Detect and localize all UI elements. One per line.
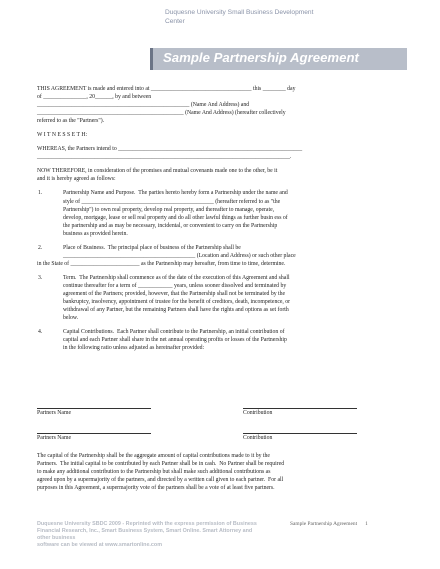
org-line-1: Duquesne University Small Business Development	[165, 9, 314, 16]
closing-paragraph	[37, 452, 397, 492]
clause-line: in the State of ________________________ as the Partnership may hereafter, from time to time, determine.	[37, 260, 286, 267]
footer-page-info	[290, 521, 368, 527]
clause-number: 4.	[38, 329, 43, 336]
clause-line: Place of Business. The principal place of business of the Partnership shall be	[63, 244, 241, 251]
clause-number: 1.	[38, 190, 43, 197]
partner-name-line	[37, 433, 151, 434]
p1-line: _____________________________________________________ (Name And Address) and	[37, 102, 250, 109]
agreement-body	[37, 85, 397, 352]
page-number: 1	[365, 521, 368, 527]
closing-line: purposes in this Agreement, a supermajority vote of the partners shall be a vote of at least five partners.	[37, 485, 275, 492]
contribution-label: Contribution	[243, 435, 273, 441]
clause-line: capital and each Partner shall share in the net annual operating profits or losses of the Partnership	[63, 337, 287, 344]
partner-name-label: Partners Name	[37, 410, 72, 416]
clause-line: Capital Contributions. Each Partner shall contribute to the Partnership, an initial contribution of	[63, 329, 285, 336]
whereas-line: WHEREAS, the Partners intend to ________________________________________________________________	[37, 146, 303, 153]
closing-line: to make any additional contribution to the Partnership but shall make such additional contributions as	[37, 469, 271, 476]
footer-doc-label: Sample Partnership Agreement	[290, 521, 358, 527]
footer-line: Financial Research, Inc., Smart Business System, Smart Online. Smart Attorney and other business	[37, 528, 253, 541]
partner-name-line	[37, 408, 151, 409]
clause-line: style of ______________________________________________ (hereafter referred to as "the	[63, 198, 281, 205]
organization-name	[165, 8, 395, 26]
clause-number: 3.	[38, 274, 43, 281]
clause-line: Term. The Partnership shall commence as of the date of the execution of this Agreement and shall	[63, 274, 290, 281]
closing-line: agreed upon by a supermajority of the partners, and directed by a written call given to each partner. For all	[37, 477, 284, 484]
clause-3	[37, 274, 397, 322]
contribution-line	[243, 408, 357, 409]
clause-line: ______________________________________________ (Location and Address) or such other place	[63, 252, 296, 259]
clause-4	[37, 328, 397, 352]
p1-line: ___________________________________________________ (Name And Address) (hereafter collectively	[37, 110, 286, 117]
clause-line: bankruptcy, insolvency, appointment of trustee for the benefit of creditors, death, incompetence, or	[63, 299, 291, 306]
title-banner	[153, 48, 407, 70]
org-line-2: Center	[165, 18, 185, 25]
footer-line: Duquesne University SBDC 2009 - Reprinted with the express permission of Business	[37, 521, 257, 527]
p1-line: THIS AGREEMENT is made and entered into at ___________________________________ this ________ day	[37, 86, 296, 92]
clause-line: the partnership and as may be necessary, incidental, or convenient to carry on the Partnership	[63, 222, 278, 229]
clause-2	[37, 244, 397, 268]
whereas-line: ________________________________________________________________________________________.	[37, 154, 292, 161]
witnesseth-heading: W I T N E S S E T H:	[37, 132, 88, 139]
now-therefore-line: and it is hereby agreed as follows:	[37, 176, 116, 183]
closing-line: Partners. The initial capital to be contributed by each Partner shall be in cash. No Partner shall be required	[37, 461, 285, 468]
clause-number: 2.	[38, 244, 43, 251]
now-therefore-line: NOW THEREFORE, in consideration of the promises and mutual covenants made one to the other, be it	[37, 168, 278, 175]
p1-line: of _______________, 20______, by and between	[37, 94, 152, 101]
clause-1	[37, 189, 397, 237]
clause-line: business as provided herein.	[63, 230, 128, 237]
clause-line: in the following ratio unless adjusted as hereinafter provided:	[63, 345, 205, 352]
clause-line: develop, mortgage, lease or sell real property and do all other lawful things as further busin ess of	[63, 214, 288, 221]
partner-name-label: Partners Name	[37, 435, 72, 441]
document-title: Sample Partnership Agreement	[163, 50, 359, 65]
clause-line: withdrawal of any Partner, but the remaining Partners shall have the rights and options as set forth	[63, 307, 289, 314]
clause-line: Partnership") to own real property, develop real property, and thereafter to manage, operate,	[63, 206, 275, 213]
clause-line: agreement of the Partners; provided, however, that the Partnership shall not be terminated by the	[63, 290, 286, 297]
clause-line: Partnership Name and Purpose. The parties hereto hereby form a Partnership under the name and	[63, 190, 288, 197]
footer-line: software can be viewed at www.smartonline.com	[37, 542, 163, 548]
contribution-line	[243, 433, 357, 434]
contribution-label: Contribution	[243, 410, 273, 416]
clause-line: continue thereafter for a term of ____________ years, unless sooner dissolved and terminated by	[63, 282, 287, 289]
clause-line: below.	[63, 315, 79, 322]
closing-line: The capital of the Partnership shall be the aggregate amount of capital contributions made to it by the	[37, 453, 270, 459]
footer-credits	[37, 521, 257, 549]
p1-line: referred to as the "Partners").	[37, 118, 105, 125]
